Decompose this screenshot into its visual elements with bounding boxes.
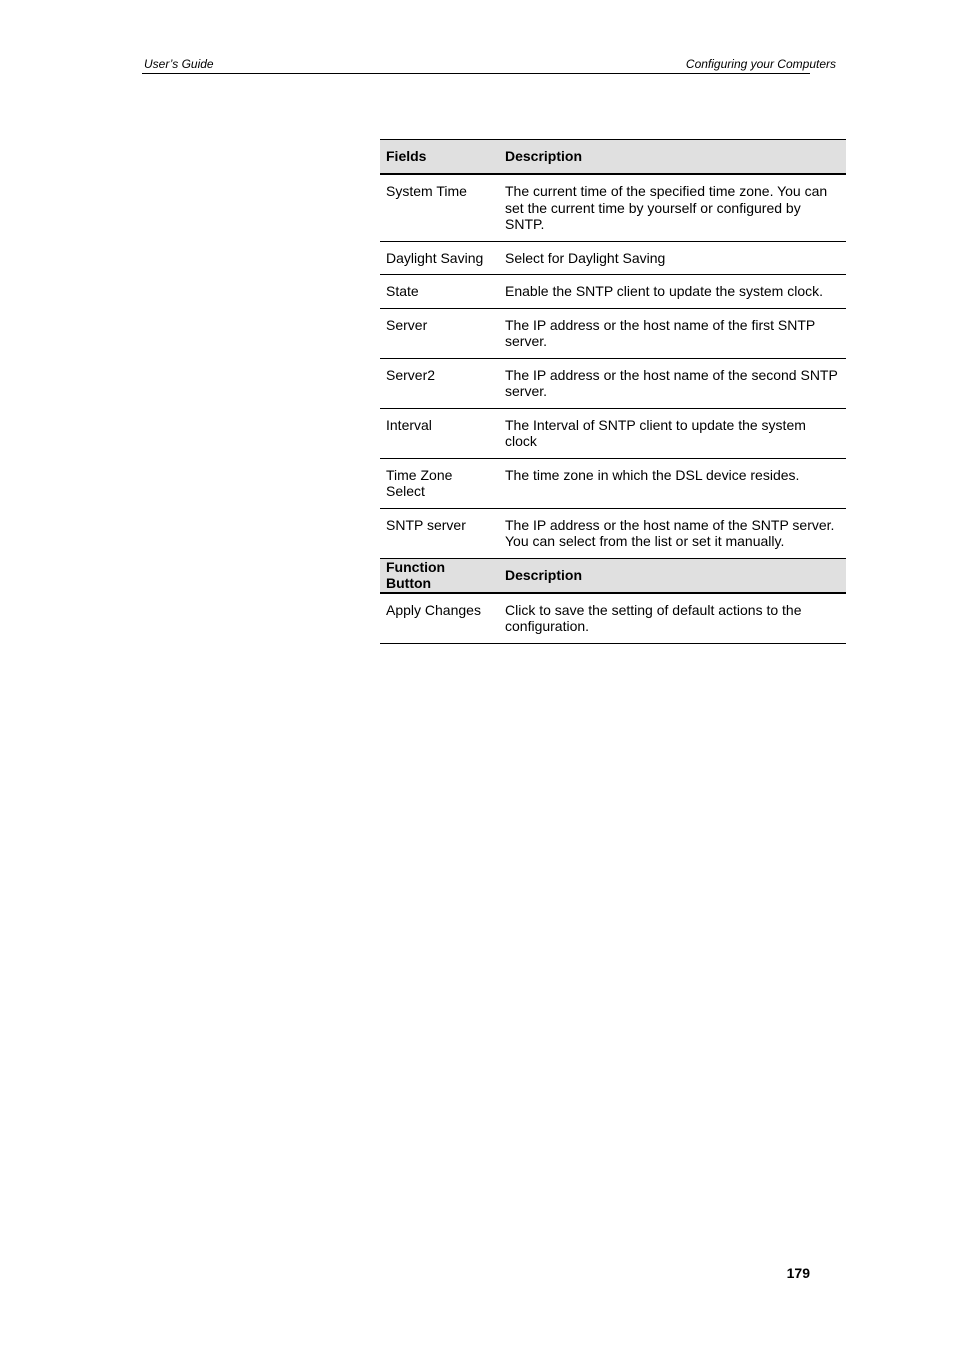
field-name: State (380, 275, 499, 309)
running-header-right: Configuring your Computers (685, 57, 836, 71)
table-row (380, 174, 846, 241)
field-name: Time Zone Select (380, 458, 499, 508)
column-header-description: Description (499, 140, 846, 175)
page-number: 179 (786, 1265, 810, 1281)
function-description: Click to save the setting of default actions to the configuration. (499, 593, 846, 644)
header-divider (142, 73, 810, 74)
table-header-row (380, 140, 846, 175)
field-description: The time zone in which the DSL device resides. (499, 458, 846, 508)
field-name: SNTP server (380, 508, 499, 558)
running-header-left: User’s Guide (144, 57, 214, 71)
field-name: Server2 (380, 358, 499, 408)
field-name: System Time (380, 174, 499, 241)
field-description: The IP address or the host name of the second SNTP server. (499, 358, 846, 408)
column-header-function-button: Function Button (380, 558, 499, 593)
table-row (380, 508, 846, 558)
field-description: Enable the SNTP client to update the system clock. (499, 275, 846, 309)
column-header-description: Description (499, 558, 846, 593)
field-description: The IP address or the host name of the SNTP server. You can select from the list or set it manually. (499, 508, 846, 558)
table-row (380, 308, 846, 358)
field-description: The current time of the specified time zone. You can set the current time by yourself or configured by SNTP. (499, 174, 846, 241)
field-name: Daylight Saving (380, 241, 499, 275)
table-row (380, 358, 846, 408)
function-header-row (380, 558, 846, 593)
field-name: Interval (380, 408, 499, 458)
table-row (380, 241, 846, 275)
column-header-fields: Fields (380, 140, 499, 175)
field-name: Server (380, 308, 499, 358)
field-description: The IP address or the host name of the first SNTP server. (499, 308, 846, 358)
function-name: Apply Changes (380, 593, 499, 644)
table-row (380, 275, 846, 309)
table-row (380, 458, 846, 508)
table-row (380, 593, 846, 644)
field-description: The Interval of SNTP client to update the system clock (499, 408, 846, 458)
table-row (380, 408, 846, 458)
field-description: Select for Daylight Saving (499, 241, 846, 275)
fields-description-table (380, 139, 846, 644)
